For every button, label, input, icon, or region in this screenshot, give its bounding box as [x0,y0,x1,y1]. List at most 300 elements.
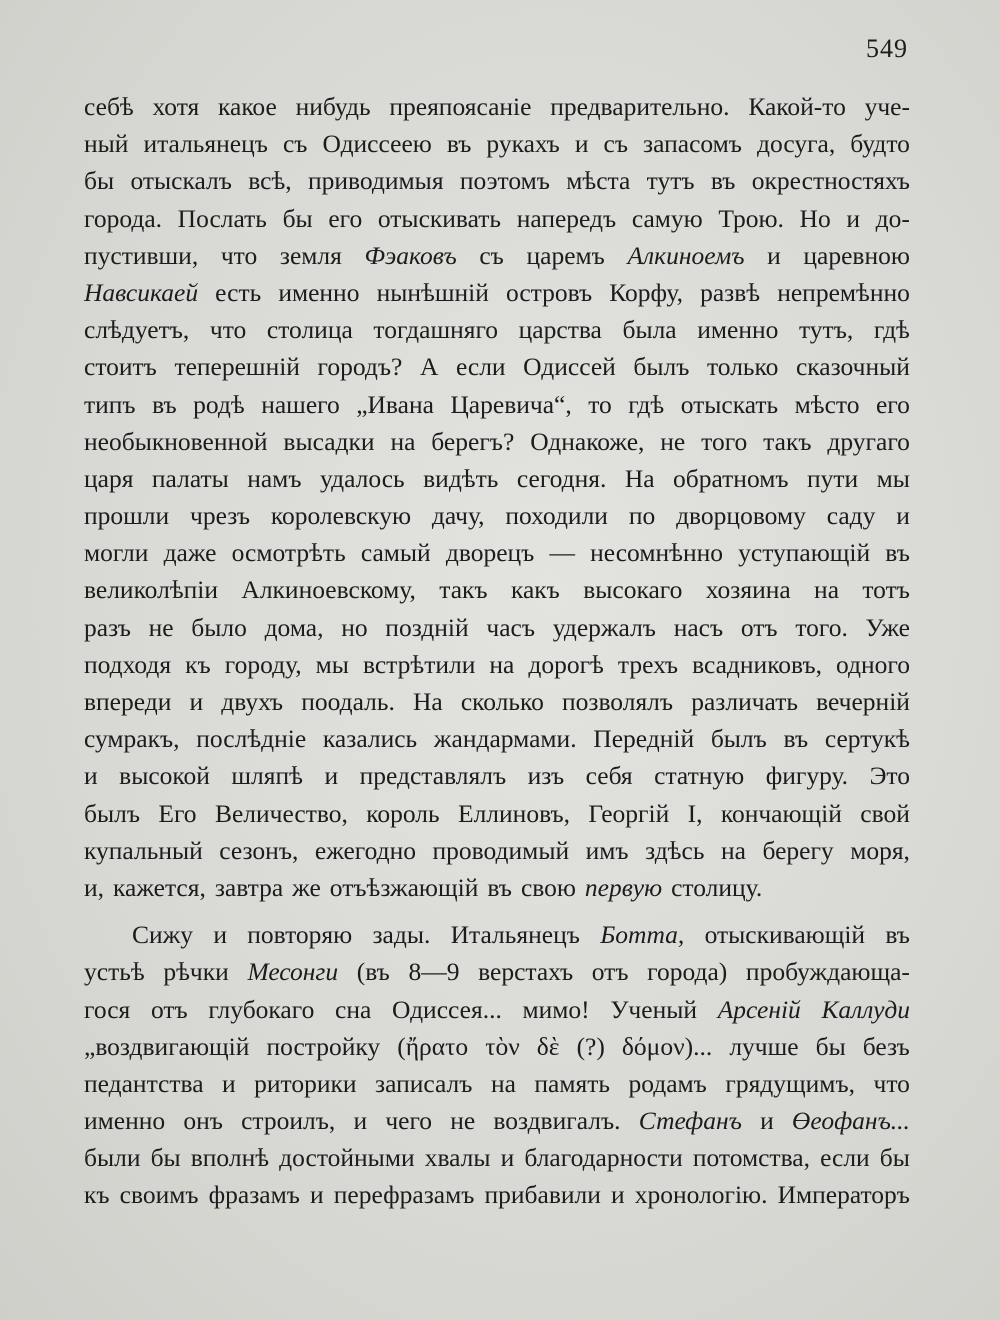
word: какъ [510,575,560,605]
paragraph-gap [84,906,910,916]
word: δὲ [536,1031,560,1061]
text-line [84,757,910,794]
word: поодаль. [301,687,395,716]
word: уче- [864,92,910,121]
word: отъ [591,957,629,987]
word: поздній [385,612,469,642]
word: проводимый [432,835,570,865]
word: высокой [119,761,210,791]
word: Императоръ [777,1180,910,1210]
word: до- [875,203,910,233]
word: двухъ [221,687,284,716]
word: палаты [151,463,229,493]
word: 8—9 [408,957,460,987]
word: досуга, [756,129,836,159]
word: напередъ [516,203,617,233]
word: пути [807,463,859,493]
word: тутъ [646,166,695,196]
word: развѣ [700,277,761,307]
word: Сижу [132,920,194,950]
word: не [148,612,174,642]
word: шляпѣ [231,761,303,791]
word: къ [185,649,211,679]
word: постройку [266,1031,381,1061]
text-line [84,162,910,199]
word: Какой-то [748,92,846,121]
word: бы [815,1031,846,1061]
word: приводимыя [308,166,444,196]
word: теперешній [174,352,300,382]
word: Месонги [247,957,339,987]
word: отъ [740,612,778,642]
word: Корфу, [609,277,683,307]
word: мы [876,463,910,493]
word: предварительно. [550,92,730,121]
word: сказочный [795,352,910,382]
word: и [222,1068,236,1098]
word: уступающій [738,538,871,568]
word: глубокаго [208,994,315,1024]
word: и, [84,872,105,902]
word: сезонъ, [219,835,299,865]
text-line [84,460,910,497]
text-line [84,609,910,646]
word: съ [603,129,629,159]
word: Каллуди [821,994,910,1024]
word: всадниковъ, [692,649,823,679]
word: царевною [803,240,910,270]
word: и [189,687,204,716]
word: Итальянецъ [450,920,580,950]
word: что [209,315,247,345]
word: родамъ [628,1068,707,1098]
word: могли [84,538,149,568]
word: строилъ, [241,1106,336,1136]
word: прошли [84,501,170,531]
word: память [534,1068,610,1098]
word: Величество, [214,798,348,828]
word: имъ [585,835,629,865]
word: что [873,1068,910,1098]
word: какое [218,92,277,121]
word: мѣсто [794,389,860,419]
word: и [610,1180,625,1210]
word: саду [826,501,876,531]
word: нибудь [295,92,371,121]
word: Но [799,203,831,233]
word: съ [282,129,308,159]
word: былъ [84,798,141,828]
word: завтра [214,872,284,902]
word: чего [385,1106,433,1136]
word: фразамъ [208,1180,300,1210]
word: была [622,315,677,345]
word: гдѣ [873,315,910,345]
word: перефразамъ [333,1180,475,1210]
word: же [292,872,321,902]
word: въ [487,872,512,902]
word: Еллиновъ, [458,798,571,828]
word: Ученый [610,994,697,1024]
word: изъ [527,761,565,791]
word: непремѣнно [777,277,910,307]
word: такъ [439,575,488,605]
text-line [84,386,910,423]
word: городу, [224,649,302,679]
word: и [574,129,589,159]
word: послѣдніе [196,724,307,754]
word: берегъ? [431,426,515,456]
word: рѣчки [163,957,229,987]
word: высокаго [583,575,683,605]
word: только [706,352,779,382]
word: походили [505,501,608,531]
word: города. [84,203,163,233]
word: въ [783,724,809,754]
word: Уже [865,612,910,642]
word: себѣ [84,92,134,121]
word: царства [518,315,602,345]
word: къ [84,1180,110,1210]
word: своимъ [119,1180,199,1210]
word: мѣста [566,166,631,196]
word: въ [885,920,910,950]
text-line [84,571,910,608]
word: съ [479,240,504,270]
word: мимо! [522,994,590,1024]
word: пробуждающа- [745,957,910,987]
text-line [84,125,910,162]
page-number: 549 [866,34,908,63]
word: преяпоясаніе [389,92,532,121]
text-line [84,832,910,869]
text-line [84,1139,910,1176]
word: Однакоже, [530,426,645,456]
word: одного [836,649,910,679]
word: сертукѣ [824,724,910,754]
word: хронологію. [634,1180,768,1210]
word: дорогѣ [528,649,604,679]
word: несомнѣнно [590,538,723,568]
word: его [328,203,363,233]
word: первую [584,872,663,902]
word: земля [279,240,342,270]
word: его [875,389,910,419]
text-line [84,646,910,683]
word: намъ [247,463,302,493]
word: ный [84,129,129,159]
word: по [628,501,656,531]
word: сколько [460,687,544,716]
word: въ [885,538,910,568]
word: что [220,240,258,270]
text-line [84,720,910,757]
word: трехъ [617,649,679,679]
word: часъ [486,612,536,642]
word: Одиссеею [322,129,432,159]
word: отыскивать [377,203,502,233]
word: себя [585,761,633,791]
word: стоитъ [84,352,157,382]
word: сумракъ, [84,724,180,754]
word: и [760,1106,774,1136]
word: сна [335,994,372,1024]
word: бы [84,166,115,196]
word: типъ [84,389,136,419]
word: насъ [673,612,724,642]
word: поэтомъ [459,166,550,196]
word: позволялъ [561,687,674,716]
word: бы [879,1143,910,1173]
text-line [84,683,910,720]
word: островъ [505,277,593,307]
word: не [660,426,686,456]
word: онъ [183,1106,223,1136]
word: на [489,649,515,679]
word: отыскать [680,389,779,419]
word: города) [647,957,728,987]
word: свою [520,872,576,902]
word: въ [446,129,472,159]
word: столицу. [671,872,763,902]
word: вечерній [816,687,910,716]
word: (ἤρατο [397,1031,469,1061]
word: потомства, [692,1143,810,1173]
word: осмотрѣть [231,538,346,568]
word: нашего [261,389,340,419]
word: необыкновенной [84,426,268,456]
word: было [191,612,247,642]
word: — [549,538,575,568]
text-line [84,534,910,571]
word: Передній [593,724,695,754]
word: На [624,463,655,493]
word: итальянецъ [143,129,268,159]
word: благодарности [524,1143,683,1173]
word: другаго [827,426,910,456]
word: встрѣтили [362,649,476,679]
word: самый [360,538,431,568]
word: но [341,612,368,642]
word: вполнѣ [190,1143,270,1173]
word: хвалы [424,1143,491,1173]
word: безъ [862,1031,910,1061]
word: впереди [84,687,172,716]
word: ежегодно [314,835,417,865]
word: подходя [84,649,172,679]
text-line [84,1102,910,1139]
word: Арсеній [717,994,801,1024]
word: и [500,1143,515,1173]
word: того. [795,612,848,642]
word: берегу [762,835,834,865]
word: Георгій [588,798,670,828]
word: разъ [84,612,131,642]
word: пустивши, [84,240,199,270]
text-line [84,916,910,953]
word: отъѣзжающій [329,872,479,902]
text-line [84,88,910,125]
word: свой [860,798,910,828]
word: и [846,203,861,233]
word: жандармами. [433,724,577,754]
text-line [84,991,910,1028]
word: на [720,835,746,865]
word: τὸν [485,1031,520,1061]
word: воздвигалъ. [493,1106,621,1136]
word: тогдашняго [373,315,499,345]
word: удалось [319,463,405,493]
word: столица [266,315,353,345]
word: былъ [710,724,767,754]
word: А [419,352,439,382]
text-body [84,88,910,1214]
word: то [588,389,612,419]
word: были [84,1143,141,1173]
text-line [84,497,910,534]
word: всѣ, [248,166,292,196]
word: статную [654,761,745,791]
text-line [84,423,910,460]
word: „Ивана [356,389,434,419]
word: I, [687,798,703,828]
word: хотя [152,92,200,121]
word: дачу, [431,501,485,531]
word: отыскалъ [130,166,232,196]
word: Послать [177,203,267,233]
word: педантства [84,1068,204,1098]
text-line [84,1065,910,1102]
word: не [450,1106,476,1136]
word: того [701,426,748,456]
word: Өеофанъ... [791,1106,910,1136]
word: окрестностяхъ [751,166,910,196]
text-line [84,1028,910,1065]
word: (?) [576,1031,605,1061]
word: если [455,352,506,382]
word: здѣсь [645,835,705,865]
word: хозяина [705,575,791,605]
word: если [820,1143,870,1173]
word: казались [322,724,418,754]
text-line [84,1176,910,1213]
word: и [213,920,227,950]
word: купальный [84,835,203,865]
word: и [353,1106,368,1136]
word: и [767,240,781,270]
word: король [366,798,440,828]
word: зады. [372,920,431,950]
word: и [324,761,339,791]
word: именно [697,315,779,345]
word: δόμον)... [621,1031,713,1061]
word: запасомъ [643,129,742,159]
word: представлялъ [359,761,507,791]
word: и [310,1180,324,1210]
word: тутъ, [799,315,854,345]
word: даже [163,538,217,568]
word: дворцовому [676,501,806,531]
word: нынѣшній [376,277,489,307]
word: записалъ [375,1068,473,1098]
word: царя [84,463,134,493]
word: гося [84,994,131,1024]
word: „воздвигающій [84,1031,250,1061]
word: Царевича“, [450,389,572,419]
word: такъ [763,426,812,456]
word: царемъ [526,240,605,270]
word: грядущимъ, [725,1068,856,1098]
word: отыскивающій [704,920,866,950]
word: достойными [279,1143,415,1173]
word: кажется, [113,872,206,902]
word: и [896,501,910,531]
word: гдѣ [628,389,665,419]
word: кончающій [720,798,842,828]
word: самую [631,203,703,233]
word: прибавили [484,1180,601,1210]
word: будто [850,129,910,159]
word: Его [158,798,197,828]
word: Алкиноемъ [627,240,745,270]
text-line [84,311,910,348]
word: различать [691,687,798,716]
word: дома, [264,612,324,642]
word: удержалъ [552,612,656,642]
text-line [84,795,910,832]
word: Алкиноевскому, [241,575,416,605]
word: городъ? [317,352,403,382]
word: Навсикаей [84,277,199,307]
text-line [84,953,910,990]
word: риторики [254,1068,357,1098]
word: именно [84,1106,166,1136]
word: чрезъ [190,501,251,531]
word: именно [278,277,360,307]
word: Это [869,761,910,791]
word: въ [152,389,177,419]
word: бы [150,1143,181,1173]
word: на [814,575,840,605]
word: Одиссея... [392,994,502,1024]
word: на [490,1068,516,1098]
text-line [84,274,910,311]
text-line [84,348,910,385]
word: Одиссей [523,352,616,382]
word: лучше [729,1031,799,1061]
word: повторяю [247,920,353,950]
word: фигуру. [765,761,849,791]
word: Фэаковъ [364,240,457,270]
word: Трою. [718,203,784,233]
word: великолѣпіи [84,575,219,605]
word: есть [215,277,262,307]
word: слѣдуетъ, [84,315,190,345]
text-line [84,200,910,237]
text-line [84,869,910,906]
word: видѣть [423,463,499,493]
word: сегодня. [516,463,607,493]
word: тотъ [862,575,910,605]
word: мы [315,649,349,679]
word: и [84,761,98,791]
word: высадки [283,426,375,456]
word: (въ [356,957,390,987]
word: бы [282,203,313,233]
word: дворецъ [445,538,535,568]
word: На [412,687,443,716]
word: рукахъ [486,129,560,159]
